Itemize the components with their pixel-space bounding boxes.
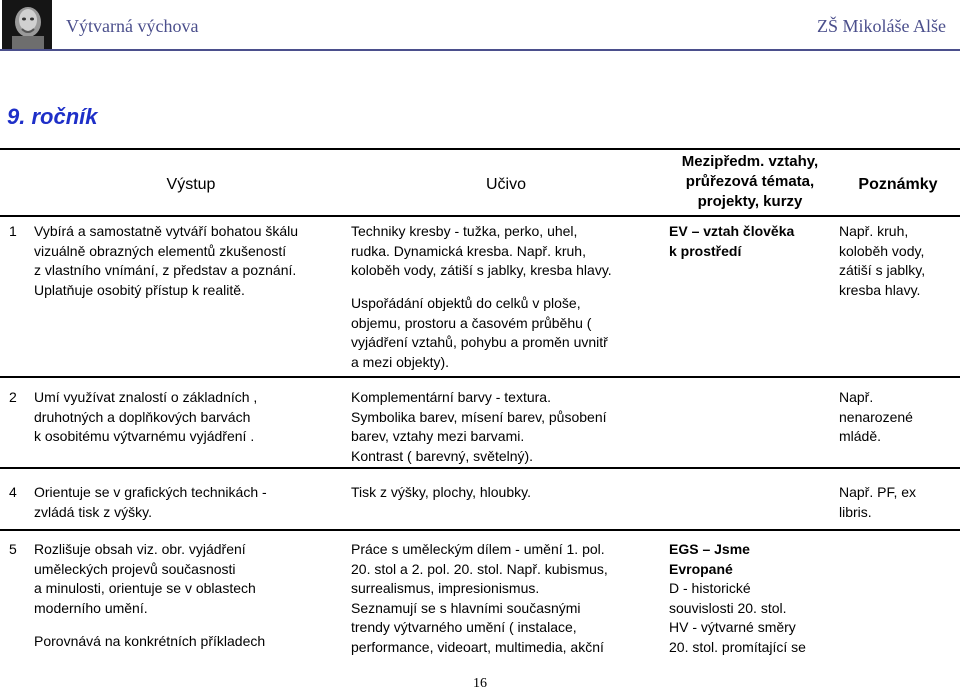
table-header-rule [0, 215, 960, 217]
row-vystup: Rozlišuje obsah viz. obr. vyjádření uměleckých projevů současnosti a minulosti, orientuje se v oblastech moderního umění. [34, 541, 256, 616]
row-poznamky: Např. PF, ex libris. [839, 484, 917, 520]
page-number: 16 [473, 676, 487, 691]
row-number: 1 [9, 223, 17, 239]
row-ucivo-continued: Uspořádání objektů do celků v ploše, objemu, prostoru a časovém průběhu ( vyjádření vztahů, pohybu a proměn uvnitř a mezi objekty). [351, 295, 608, 370]
column-header-poznamky: Poznámky [858, 176, 938, 193]
row-vystup: Vybírá a samostatně vytváří bohatou škálu vizuálně obrazných elementů zkušeností z vlastního vnímání, z představ a poznání. Uplatňuje osobitý přístup k realitě. [34, 223, 299, 298]
row-ucivo: Komplementární barvy - textura. Symbolika barev, mísení barev, působení barev, vztahy mezi barvami. Kontrast ( barevný, světelný). [351, 389, 607, 464]
row-divider [0, 467, 960, 469]
row-divider [0, 529, 960, 531]
row-mezipredm-bold: EGS – Jsme Evropané [669, 541, 750, 577]
row-vystup-continued: Porovnává na konkrétních příkladech [34, 633, 266, 649]
column-header-mezipredm: Mezipředm. vztahy, průřezová témata, projekty, kurzy [681, 153, 819, 210]
table-top-rule [0, 148, 960, 150]
row-vystup: Orientuje se v grafických technikách - zvládá tisk z výšky. [34, 484, 267, 520]
portrait-logo-icon [2, 0, 52, 50]
row-ucivo: Techniky kresby - tužka, perko, uhel, rudka. Dynamická kresba. Např. kruh, koloběh vody, zátiší s jablky, kresba hlavy. [351, 223, 612, 278]
row-number: 2 [9, 389, 17, 405]
row-poznamky: Např. kruh, koloběh vody, zátiší s jablky, kresba hlavy. [839, 223, 926, 298]
page-header [0, 0, 960, 52]
column-header-ucivo: Učivo [485, 176, 526, 193]
curriculum-table [0, 148, 960, 668]
header-divider [0, 49, 960, 51]
column-header-vystup: Výstup [166, 176, 216, 193]
row-number: 4 [9, 484, 17, 500]
row-poznamky: Např. nenarozené mládě. [839, 389, 913, 444]
row-vystup: Umí využívat znalostí o základních , druhotných a doplňkových barvách k osobitému výtvarnému vyjádření . [34, 389, 258, 444]
page-title: 9. ročník [7, 104, 98, 129]
row-mezipredm: D - historické souvislosti 20. stol. HV - výtvarné směry 20. stol. promítající se [669, 580, 806, 655]
row-ucivo: Tisk z výšky, plochy, hloubky. [351, 484, 531, 500]
row-ucivo: Práce s uměleckým dílem - umění 1. pol. 20. stol a 2. pol. 20. stol. Např. kubismus, surrealismus, impresionismus. Seznamují se s hlavními současnými trendy výtvarného umění ( instalace, performance, videoart, multimedia, akční [351, 541, 608, 655]
header-subject: Výtvarná výchova [66, 16, 199, 36]
header-school: ZŠ Mikoláše Alše [817, 16, 946, 36]
row-mezipredm: EV – vztah člověka k prostředí [669, 223, 795, 259]
row-divider [0, 376, 960, 378]
row-number: 5 [9, 541, 17, 557]
